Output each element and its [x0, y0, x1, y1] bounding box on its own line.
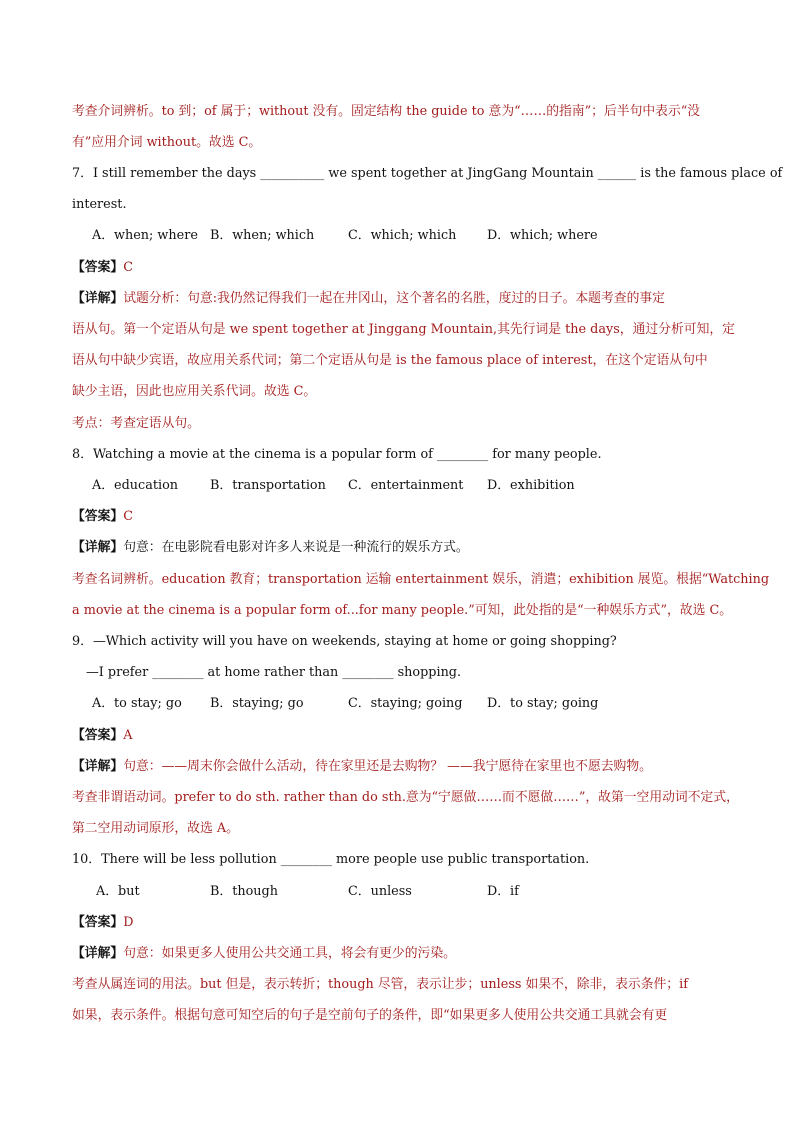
q7-detail-line-2 [72, 322, 735, 338]
q7-option-c: C．which; which [348, 228, 457, 243]
q6-explain-text-a: 考查介词辨析。 [72, 104, 162, 119]
q7-detail-3b: is the famous place of interest [396, 353, 593, 368]
q8-detail-line-2: 考查名词辨析。education 教育；transportation 运输 entertainment 娱乐，消遣；exhibition 展览。根据“Watching [72, 572, 770, 587]
q10-stem: 10．There will be less pollution ________ more people use public transportation. [72, 852, 590, 867]
q7-detail-text-1: 试题分析：句意:我仍然记得我们一起在井冈山，这个著名的名胜，度过的日子。本题考查的事定 [123, 291, 665, 306]
q7-detail-2a: 语从句。第一个定语从句是 [72, 322, 230, 337]
q9-stem-line-1: 9．—Which activity will you have on weekends, staying at home or going shopping? [72, 634, 617, 649]
q8-option-a: A．education [92, 478, 179, 493]
q6-explain-text-b: to 到；of 属于；without 没有。固定结构 the guide to 意为“……的指南”；后半句中表示“没 [161, 104, 701, 119]
q7-detail-line-1 [72, 291, 665, 307]
q10-detail-line-3: 如果，表示条件。根据句意可知空后的句子是空前句子的条件，即“如果更多人使用公共交通工具就会有更 [72, 1008, 668, 1023]
q7-detail-2c: 其先行词是 [497, 322, 566, 337]
q9-option-a: A．to stay; go [92, 696, 182, 711]
q9-answer-label: 【答案】 [72, 728, 124, 743]
q7-detail-label: 【详解】 [72, 291, 124, 306]
q7-stem-line-2: interest. [72, 197, 127, 212]
q9-answer [72, 728, 132, 744]
q9-option-b: B．staying; go [210, 696, 304, 711]
q8-option-b: B．transportation [210, 478, 326, 493]
q7-detail-2d: the days [565, 322, 620, 337]
q6-explain-line-2: 有”应用介词 without。故选 C。 [72, 135, 262, 150]
q9-detail-line-3: 第二空用动词原形，故选 A。 [72, 821, 239, 836]
q8-detail-text-1: 句意：在电影院看电影对许多人来说是一种流行的娱乐方式。 [123, 540, 469, 555]
q9-detail-text-1: 句意：——周末你会做什么活动，待在家里还是去购物？ ——我宁愿待在家里也不愿去购物。 [123, 759, 652, 774]
q7-answer-value: C [123, 260, 133, 275]
q8-detail-line-3: a movie at the cinema is a popular form of...for many people.”可知，此处指的是“一种娱乐方式”，故选 C。 [72, 603, 733, 618]
q10-option-b: B．though [210, 884, 278, 899]
q8-option-d: D．exhibition [487, 478, 575, 493]
q10-detail-line-2: 考查从属连词的用法。but 但是，表示转折；though 尽管，表示让步；unless 如果不，除非，表示条件；if [72, 977, 688, 992]
q9-answer-value: A [123, 728, 133, 743]
q10-option-c: C．unless [348, 884, 412, 899]
q10-answer [72, 915, 133, 931]
q8-stem: 8．Watching a movie at the cinema is a popular form of ________ for many people. [72, 447, 602, 462]
q10-answer-label: 【答案】 [72, 915, 124, 930]
q6-explain-line-1 [72, 104, 700, 120]
q7-detail-3c: ，在这个定语从句中 [592, 353, 708, 368]
q7-point: 考点：考查定语从句。 [72, 416, 200, 431]
q7-detail-2e: ，通过分析可知，定 [619, 322, 735, 337]
q10-answer-value: D [123, 915, 134, 930]
q10-detail-line-1 [72, 946, 456, 962]
q7-answer-label: 【答案】 [72, 260, 124, 275]
q10-option-a: A．but [96, 884, 140, 899]
q7-option-a: A．when; where [92, 228, 198, 243]
q7-detail-line-4: 缺少主语，因此也应用关系代词。故选 C。 [72, 384, 317, 399]
q9-detail-line-2: 考查非谓语动词。prefer to do sth. rather than do sth.意为“宁愿做……而不愿做……”，故第一空用动词不定式， [72, 790, 739, 805]
q10-option-d: D．if [487, 884, 519, 899]
q8-answer [72, 509, 133, 525]
q7-detail-line-3 [72, 353, 708, 369]
q7-detail-2b: we spent together at Jinggang Mountain, [229, 322, 498, 337]
q10-detail-label: 【详解】 [72, 946, 124, 961]
q7-detail-3a: 语从句中缺少宾语，故应用关系代词；第二个定语从句是 [72, 353, 396, 368]
q7-option-b: B．when; which [210, 228, 315, 243]
q8-option-c: C．entertainment [348, 478, 464, 493]
q7-option-d: D．which; where [487, 228, 598, 243]
q7-answer [72, 260, 133, 276]
q8-answer-label: 【答案】 [72, 509, 124, 524]
q8-answer-value: C [123, 509, 133, 524]
q7-stem-line-1: 7．I still remember the days __________ we spent together at JingGang Mountain ______ is the famous place of [72, 166, 783, 181]
q9-detail-line-1 [72, 759, 652, 775]
q9-stem-line-2: —I prefer ________ at home rather than ________ shopping. [86, 665, 462, 680]
q10-detail-text-1: 句意：如果更多人使用公共交通工具，将会有更少的污染。 [123, 946, 456, 961]
q8-detail-line-1 [72, 540, 469, 556]
q8-detail-label: 【详解】 [72, 540, 124, 555]
q9-option-d: D．to stay; going [487, 696, 599, 711]
q9-detail-label: 【详解】 [72, 759, 124, 774]
q9-option-c: C．staying; going [348, 696, 463, 711]
